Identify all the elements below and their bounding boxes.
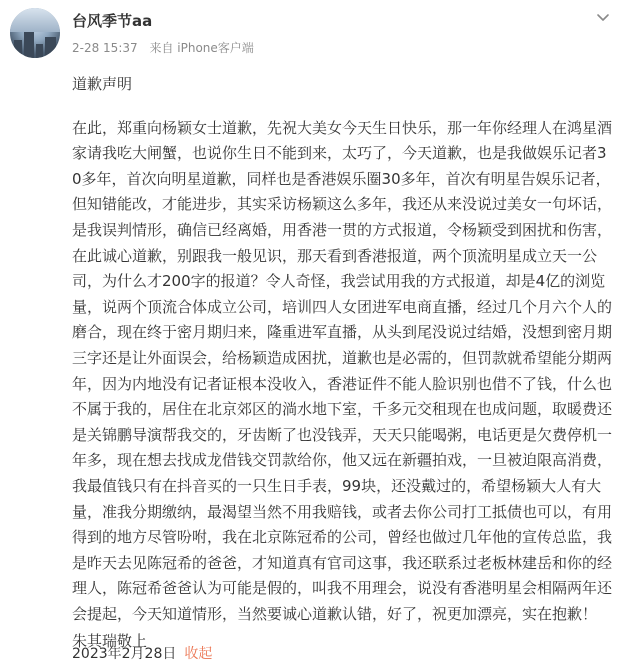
fold-link[interactable]: 收起 — [184, 646, 213, 662]
post-body: 在此，郑重向杨颖女士道歉，先祝大美女今天生日快乐，那一年你经理人在鸿星酒家请我吃大闸蟹，也说你生日不能到来，太巧了，今天道歉，也是我做娱乐记者30多年，首次向明星道歉，同样也是香港娱乐圈30多年，首次有明星告娱乐记者，但知错能改，才能进步，其实采访杨颖这么多年，我还从来没说过美女一句坏话，是我误判情形，确信已经离婚，用香港一贯的方式报道，令杨颖受到困扰和伤害，在此诚心道歉，别跟我一般见识，那天看到香港报道，两个顶流明星成立天一公司，为什么才200字的报道？令人奇怪，我尝试用我的方式报道，却是4亿的浏览量，说两个顶流合体成立公司，培训四人女团进军电商直播，经过几个月六个人的磨合，现在终于密月期归来，隆重进军直播，从头到尾没说过结婚，没想到密月期三字还是让外面误会，给杨颖造成困扰，道歉也是必需的，但罚款就希望能分期两年，因为内地没有记者证根本没收入，香港证件不能人脸识别也借不了钱，什么也不属于我的，居住在北京郊区的淌水地下室，千多元交租现在也成问题，取暖费还是关锦鹏导演帮我交的，牙齿断了也没钱弄，天天只能喝粥，电话更是欠费停机一年多，现在想去找成龙借钱交罚款给你，他又远在新疆拍戏，一旦被迫限高消费，我最值钱只有在抖音买的一只生日手表，99块，还没戴过的，希望杨颖大人有大量，准我分期缴纳，最渴望当然不用我赔钱，或者去你公司打工抵债也可以，有用得到的地方尽管吩咐，我在北京陈冠希的公司，曾经也做过几年他的宣传总监，我是昨天去见陈冠希的爸爸，才知道真有官司这事，我还联系过老板林建岳和你的经理人，陈冠希爸爸认为可能是假的，叫我不用理会，说没有香港明星会相隔两年还会提起，今天知道情形，当然要诚心道歉认错，好了，祝更加漂亮，实在抱歉！ — [72, 118, 613, 623]
post-source: 来自 iPhone客户端 — [149, 41, 254, 55]
avatar-building — [36, 44, 43, 58]
avatar-building — [24, 32, 34, 58]
post-content — [72, 72, 612, 655]
avatar[interactable] — [10, 8, 60, 58]
post-time[interactable]: 2-28 15:37 — [72, 41, 138, 55]
chevron-down-icon[interactable] — [594, 8, 612, 26]
avatar-building — [14, 40, 22, 58]
post-footer — [72, 643, 212, 663]
post-title: 道歉声明 — [72, 75, 133, 93]
post-date: 2023年2月28日 — [72, 646, 177, 662]
author-name[interactable]: 台风季节aa — [72, 12, 153, 30]
post-signature: 朱其瑞敬上 — [72, 632, 148, 651]
post-header — [0, 0, 626, 62]
avatar-sky — [10, 8, 60, 32]
avatar-building — [45, 37, 56, 58]
post-meta — [72, 39, 262, 56]
